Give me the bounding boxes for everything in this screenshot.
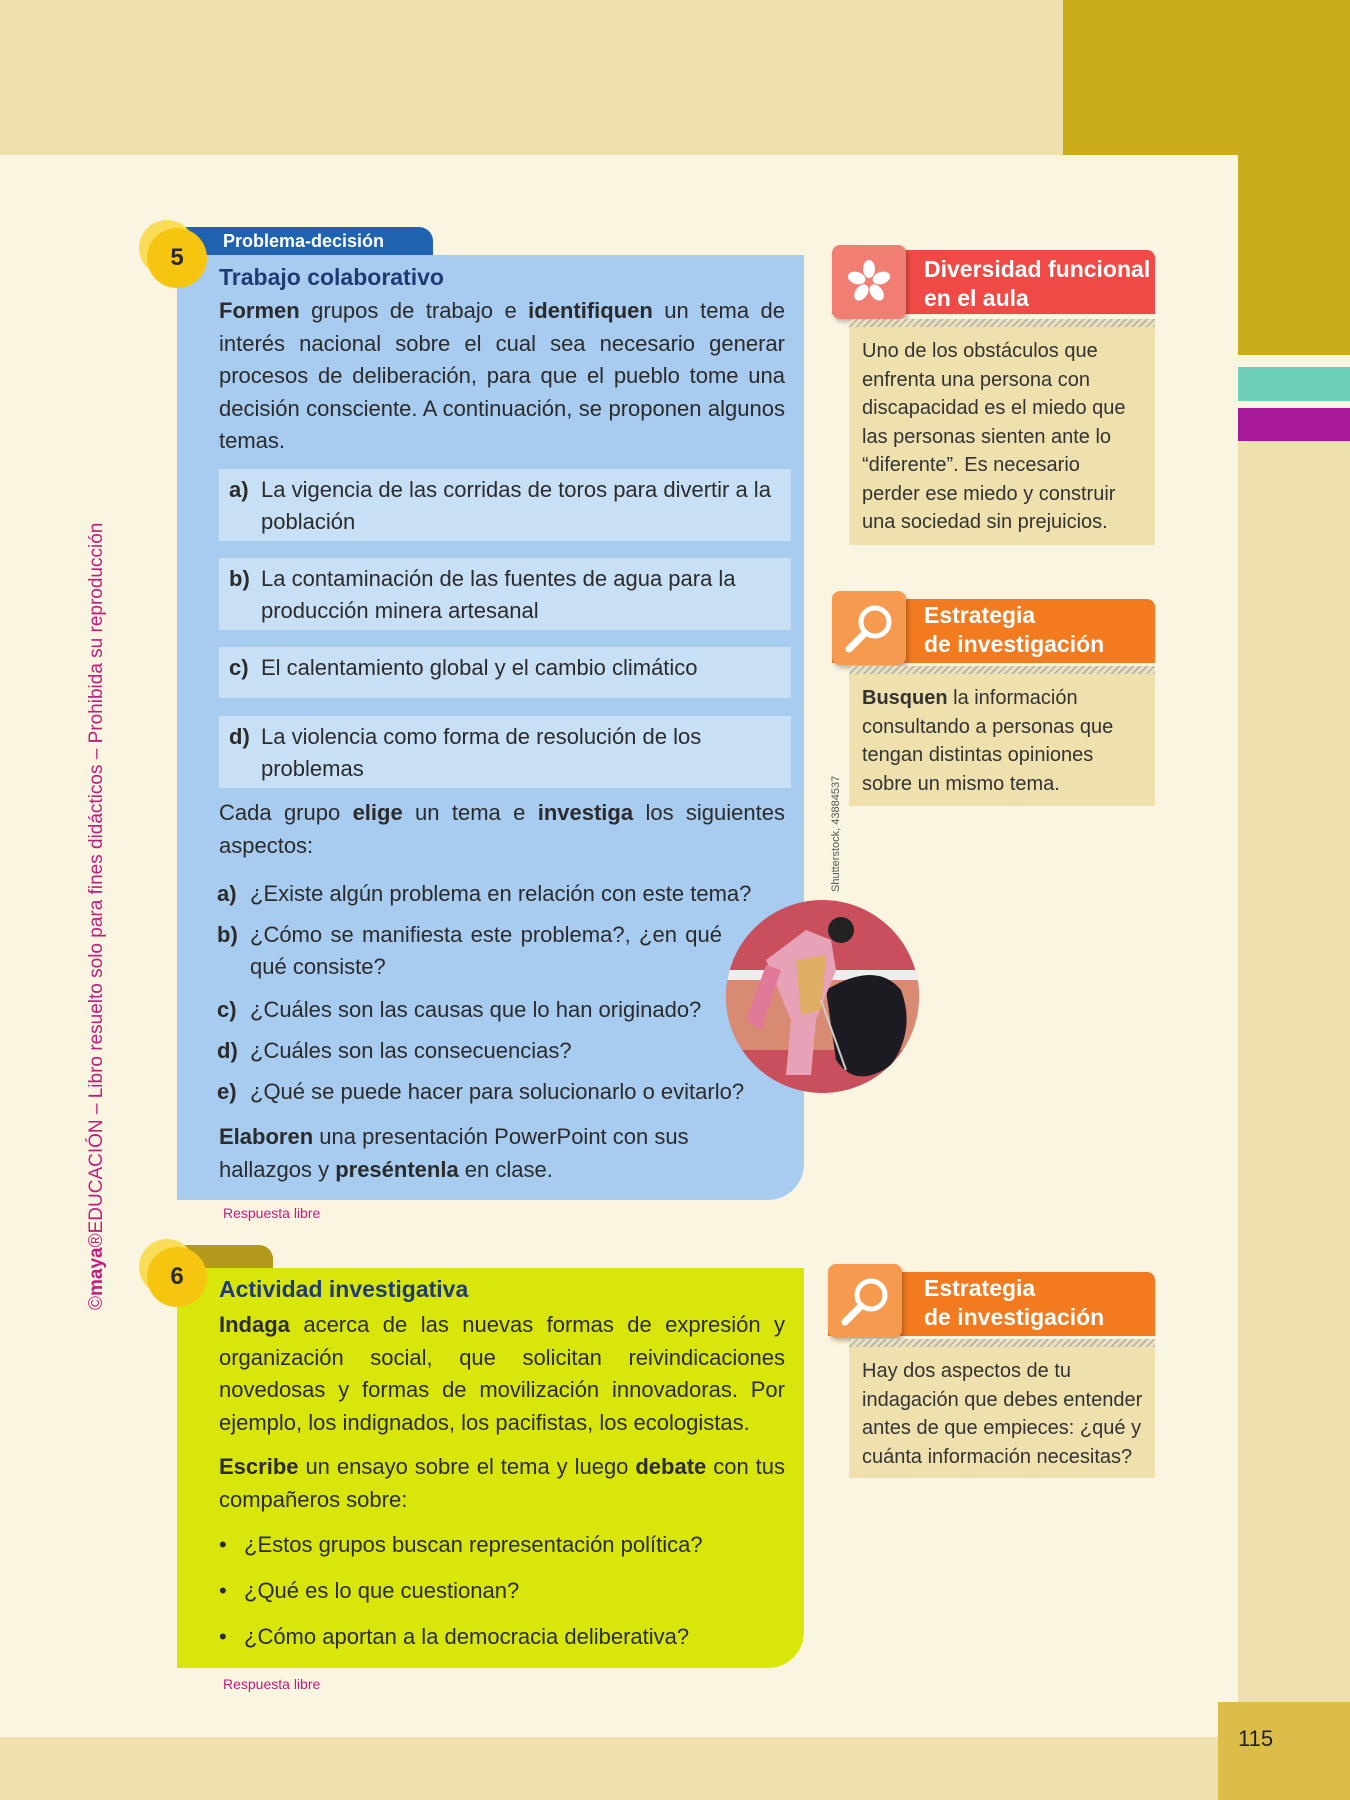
sidebar3-title-line2: de investigación — [924, 1304, 1105, 1330]
photo-credit: Shutterstock, 43884537 — [830, 775, 842, 892]
question-text: ¿Existe algún problema en relación con este tema? — [250, 881, 752, 906]
sidebar3-body — [849, 1347, 1155, 1478]
sidebar2-body — [849, 674, 1155, 806]
activity5-group-instruction — [219, 797, 785, 862]
activity6-response: Respuesta libre — [223, 1676, 321, 1692]
magnifier-icon — [832, 591, 906, 665]
option-text: La vigencia de las corridas de toros para divertir a la población — [261, 477, 771, 534]
gold-side-tab — [1238, 155, 1350, 355]
sidebar2-title-line2: de investigación — [924, 631, 1105, 657]
bullet-dot: • — [219, 1578, 227, 1603]
final-verb-1: Elaboren — [219, 1124, 314, 1149]
question-item — [217, 1076, 777, 1110]
option-item — [219, 647, 791, 698]
copyright-symbol: © — [86, 1296, 107, 1310]
purple-tab — [1238, 408, 1350, 441]
p2-verb-1: Escribe — [219, 1454, 299, 1479]
question-item — [217, 1035, 757, 1069]
bullet-text: ¿Qué es lo que cuestionan? — [244, 1578, 520, 1603]
sidebar1-body — [849, 327, 1155, 545]
group-verb-2: investiga — [537, 800, 634, 825]
p2-verb-2: debate — [635, 1454, 707, 1479]
bottom-band — [0, 1737, 1350, 1800]
page-number: 115 — [1238, 1726, 1274, 1751]
option-item — [219, 469, 791, 541]
question-text: ¿Cuáles son las causas que lo han originado? — [250, 997, 702, 1022]
bullfighter-photo — [726, 900, 919, 1093]
group-text-1: Cada grupo — [219, 800, 353, 825]
activity6-title: Actividad investigativa — [219, 1276, 469, 1302]
sidebar3-text: Hay dos aspectos de tu indagación que debes entender antes de que empieces: ¿qué y cuánta información necesitas? — [862, 1360, 1143, 1468]
sidebar1-text: Uno de los obstáculos que enfrenta una persona con discapacidad es el miedo que las personas sienten ante lo “diferente”. Es necesario perder ese miedo y construir una sociedad sin prejuicios. — [862, 340, 1126, 533]
right-strip — [1238, 441, 1350, 1800]
flower-icon — [832, 245, 906, 319]
activity5-tab-label: Problema-decisión — [223, 231, 385, 251]
sidebar2-verb: Busquen — [862, 687, 948, 709]
option-text: El calentamiento global y el cambio climático — [261, 655, 698, 680]
group-text-3: los siguientes aspectos: — [219, 800, 785, 858]
activity6-paragraph1 — [219, 1309, 785, 1439]
bullet-dot: • — [219, 1624, 227, 1649]
option-item — [219, 716, 791, 788]
activity5-final-instruction — [219, 1121, 785, 1186]
sidebar3-stripe — [849, 1339, 1155, 1347]
bullet-item — [217, 1621, 777, 1655]
final-text-2: en clase. — [458, 1156, 553, 1182]
teal-tab — [1238, 367, 1350, 401]
activity6-number-badge: 6 — [147, 1247, 207, 1307]
bullet-item — [217, 1575, 777, 1609]
magnifier-icon — [828, 1264, 902, 1338]
option-text: La violencia como forma de resolución de los problemas — [261, 724, 702, 781]
bullet-text: ¿Estos grupos buscan representación política? — [244, 1532, 703, 1557]
final-text-1: una presentación PowerPoint con sus hallazgos y — [219, 1124, 689, 1182]
copyright-text: EDUCACIÓN – Libro resuelto solo para fines didácticos – Prohibida su reproducción — [86, 522, 107, 1234]
registered-symbol: ® — [86, 1233, 107, 1248]
bullet-text: ¿Cómo aportan a la democracia deliberativa? — [244, 1624, 690, 1649]
activity5-number-badge: 5 — [147, 228, 207, 288]
question-item — [217, 919, 722, 985]
bullfighter-illustration — [726, 900, 919, 1093]
group-text-2: un tema e — [402, 800, 538, 825]
sidebar1-stripe — [849, 319, 1155, 327]
question-letter: d) — [217, 1038, 238, 1063]
bullet-dot: • — [219, 1532, 227, 1557]
bullet-item — [217, 1529, 777, 1563]
question-letter: c) — [217, 997, 237, 1022]
option-letter: a) — [229, 477, 249, 502]
sidebar1-title-line1: Diversidad funcional — [924, 256, 1151, 282]
p1-verb: Indaga — [219, 1312, 290, 1337]
question-item — [217, 994, 757, 1028]
page-number-box — [1218, 1702, 1350, 1800]
p1-text: acerca de las nuevas formas de expresión y organización social, que solicitan reivindicaciones novedosas y formas de movilización innovadoras. Por ejemplo, los indignados, los pacifistas, los ecologistas. — [219, 1312, 785, 1435]
intro-verb-2: identifiquen — [528, 298, 653, 323]
sidebar2-text — [862, 684, 1143, 798]
question-item — [217, 878, 757, 912]
group-verb-1: elige — [352, 800, 403, 825]
option-text: La contaminación de las fuentes de agua para la producción minera artesanal — [261, 566, 736, 623]
gold-corner — [1063, 0, 1350, 155]
option-letter: c) — [229, 655, 249, 680]
activity5-title: Trabajo colaborativo — [219, 264, 444, 290]
sidebar3-title-line1: Estrategia — [924, 1275, 1036, 1301]
brand-logo-text: maya — [86, 1247, 107, 1296]
activity6-paragraph2 — [219, 1451, 785, 1516]
p2-text-2: con tus compañeros sobre: — [219, 1454, 785, 1512]
sidebar2-title-line1: Estrategia — [924, 602, 1036, 628]
intro-verb-1: Formen — [219, 298, 300, 323]
question-letter: b) — [217, 922, 238, 947]
option-item — [219, 558, 791, 630]
question-letter: a) — [217, 881, 237, 906]
sidebar1-title-line2: en el aula — [924, 285, 1029, 311]
sidebar2-text-rest: la información consultando a personas que tengan distintas opiniones sobre un mismo tema. — [862, 687, 1114, 795]
intro-text-2: un tema de interés nacional sobre el cual sea necesario generar procesos de deliberación, para que el pueblo tome una decisión consciente. A continuación, se proponen algunos temas. — [219, 298, 785, 453]
question-text: ¿Qué se puede hacer para solucionarlo o evitarlo? — [250, 1079, 745, 1104]
activity5-response: Respuesta libre — [223, 1205, 321, 1221]
question-letter: e) — [217, 1079, 237, 1104]
intro-text-1: grupos de trabajo e — [299, 298, 529, 323]
option-letter: d) — [229, 724, 250, 749]
final-verb-2: preséntenla — [335, 1156, 459, 1182]
activity5-tab — [177, 227, 433, 255]
option-letter: b) — [229, 566, 250, 591]
question-text: ¿Cómo se manifiesta este problema?, ¿en qué qué consiste? — [250, 922, 722, 979]
activity5-intro — [219, 295, 785, 458]
copyright-vertical — [86, 523, 108, 1310]
question-text: ¿Cuáles son las consecuencias? — [250, 1038, 572, 1063]
sidebar2-stripe — [849, 666, 1155, 674]
p2-text-1: un ensayo sobre el tema y luego — [298, 1454, 636, 1479]
